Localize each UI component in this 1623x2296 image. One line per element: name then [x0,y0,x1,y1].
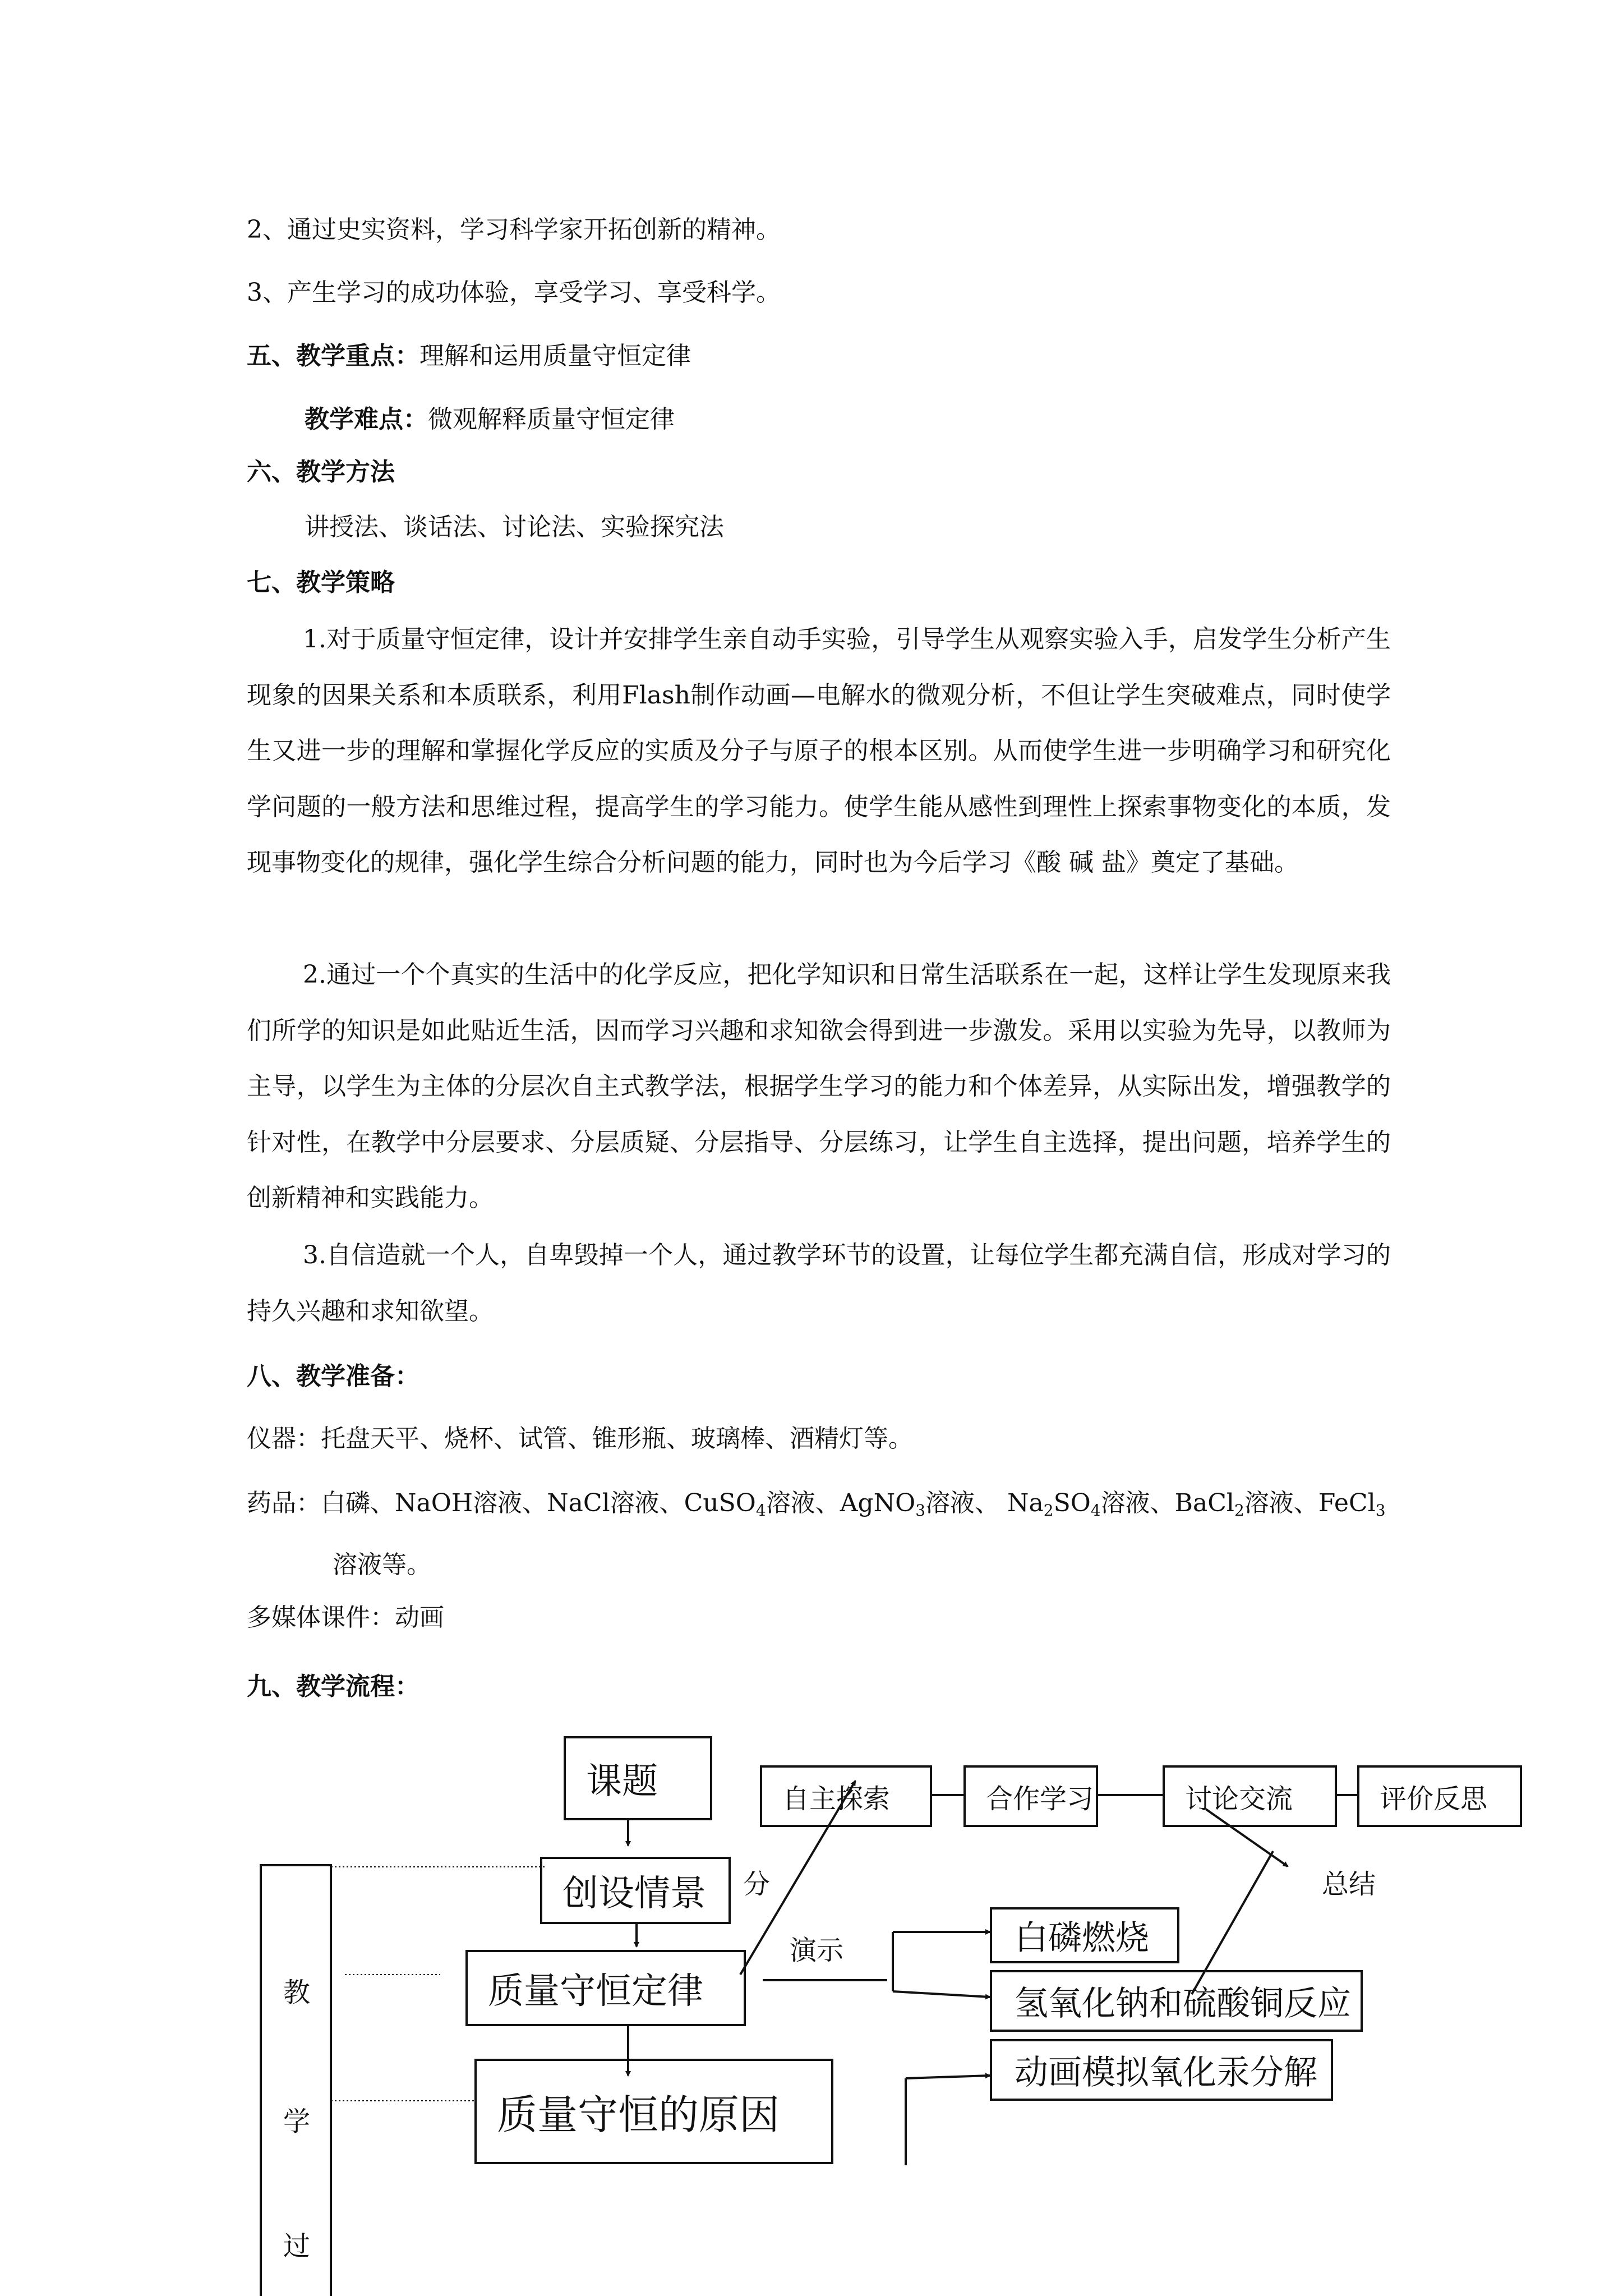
partial-char-label: 分 [743,1869,771,1900]
drugs-sub-c: 2 [1043,1501,1054,1520]
section-8-heading: 八、教学准备： [247,1362,419,1391]
side-char-3: 过 [283,2230,311,2262]
difficulty-label: 教学难点： [305,405,428,434]
side-char-1: 教 [283,1977,311,2008]
section-9-heading: 九、教学流程： [247,1672,419,1701]
box-topic: 课题 [564,1736,712,1820]
drugs-sub-a: 4 [755,1501,766,1520]
drugs-sub-b: 3 [915,1501,926,1520]
drugs-part-d: SO [1053,1489,1091,1517]
box-reason: 质量守恒的原因 [474,2059,833,2164]
box-white-phosphorus: 白磷燃烧 [990,1907,1179,1963]
box-animation: 动画模拟氧化汞分解 [990,2039,1333,2101]
drugs-sub-f: 3 [1375,1501,1386,1520]
drugs-label: 药品： [247,1489,321,1517]
multimedia-text: 多媒体课件：动画 [247,1603,444,1632]
drugs-part-c: 溶液、 Na [925,1489,1044,1517]
demo-label: 演示 [790,1935,844,1966]
side-char-2: 学 [283,2106,311,2137]
strategy-p1-text: 1.对于质量守恒定律，设计并安排学生亲自动手实验，引导学生从观察实验入手，启发学生分析产生现象的因果关系和本质联系，利用Flash制作动画—电解水的微观分析，不但让学生突破难点，同时使学生又进一步的理解和掌握化学反应的实质及分子与原子的根本区别。从而使学生进一步明确学习和研究化学问题的一般方法和思维过程，提高学生的学习能力。使学生能从感性到理性上探索事物变化的本质，发现事物变化的规律，强化学生综合分析问题的能力，同时也为今后学习《酸 碱 盐》奠定了基础。 [247,625,1391,877]
box-naoh-cuso4: 氢氧化钠和硫酸铜反应 [990,1970,1363,2032]
summary-label: 总结 [1322,1869,1376,1900]
drugs-part-f: 溶液、FeCl [1244,1489,1376,1517]
box-explore: 自主探索 [760,1765,932,1827]
drugs-sub-e: 2 [1234,1501,1244,1520]
drugs-tail: 溶液等。 [333,1550,431,1579]
section-5-heading: 五、教学重点： [247,342,419,370]
box-cooperate: 合作学习 [963,1765,1098,1827]
methods-text: 讲授法、谈话法、讨论法、实验探究法 [305,513,724,541]
section-6-heading: 六、教学方法 [247,458,395,486]
strategy-p3-text: 3.自信造就一个人，自卑毁掉一个人，通过教学环节的设置，让每位学生都充满自信，形成对学习的持久兴趣和求知欲望。 [247,1241,1391,1326]
goal-item-3: 3、产生学习的成功体验，享受学习、享受科学。 [247,278,781,307]
strategy-p2-text: 2.通过一个个真实的生活中的化学反应，把化学知识和日常生活联系在一起，这样让学生发现原来我们所学的知识是如此贴近生活，因而学习兴趣和求知欲会得到进一步激发。采用以实验为先导，以教师为主导，以学生为主体的分层次自主式教学法，根据学生学习的能力和个体差异，从实际出发，增强教学的针对性，在教学中分层要求、分层质疑、分层指导、分层练习，让学生自主选择，提出问题，培养学生的创新精神和实践能力。 [247,960,1391,1212]
box-discuss: 讨论交流 [1163,1765,1337,1827]
box-scenario: 创设情景 [540,1857,731,1924]
drugs-sub-d: 4 [1090,1501,1101,1520]
drugs-part-b: 溶液、AgNO [766,1489,916,1517]
arrow-to-animation [906,2076,990,2078]
key-point-text: 理解和运用质量守恒定律 [419,342,691,370]
instruments-text: 仪器：托盘天平、烧杯、试管、锥形瓶、玻璃棒、酒精灯等。 [247,1424,913,1453]
drugs-part-a: 白磷、NaOH溶液、NaCl溶液、CuSO [321,1489,756,1517]
drugs-part-e: 溶液、BaCl [1100,1489,1234,1517]
section-7-heading: 七、教学策略 [247,568,395,597]
box-law: 质量守恒定律 [465,1950,746,2026]
difficulty-text: 微观解释质量守恒定律 [428,405,675,434]
goal-item-2: 2、通过史实资料，学习科学家开拓创新的精神。 [247,215,781,244]
arrow-demo-to-naoh [893,1991,990,1997]
box-reflect: 评价反思 [1357,1765,1522,1827]
